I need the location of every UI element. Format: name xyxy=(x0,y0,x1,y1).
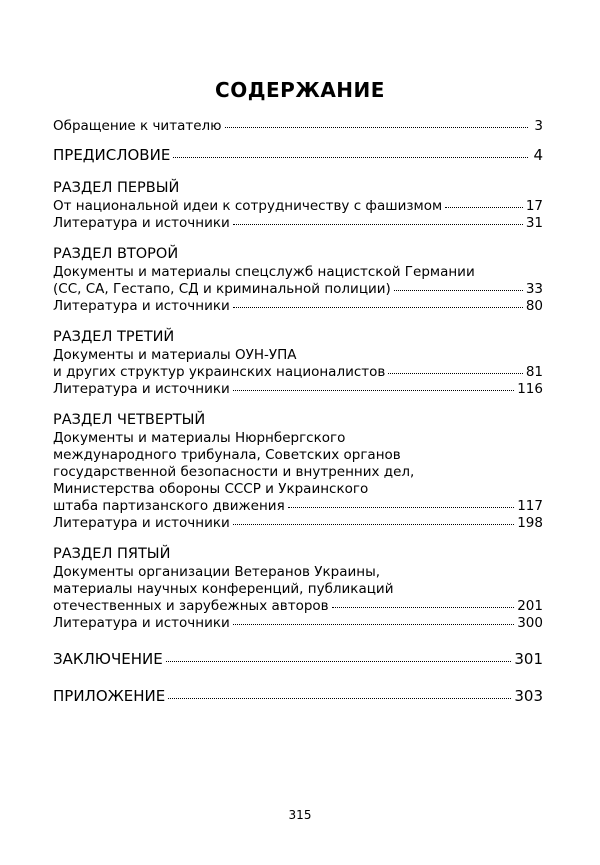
toc-entry-page: 301 xyxy=(514,650,543,668)
toc-entry-title: (СС, СА, Гестапо, СД и криминальной полиции) xyxy=(53,281,391,297)
toc-entry-line: Документы и материалы ОУН-УПА xyxy=(53,347,297,363)
section-heading: РАЗДЕЛ ВТОРОЙ xyxy=(53,246,179,262)
toc-entry-line: международного трибунала, Советских органов xyxy=(53,447,401,463)
toc-entry-preface[interactable] xyxy=(53,145,543,165)
toc-entry-title: Литература и источники xyxy=(53,615,230,631)
toc-entry-literature[interactable] xyxy=(53,515,543,532)
toc-entry-line: Документы и материалы Нюрнбергского xyxy=(53,430,346,446)
toc-entry-title: штаба партизанского движения xyxy=(53,498,285,514)
toc-entry[interactable] xyxy=(53,364,543,381)
dot-leader xyxy=(233,306,523,308)
toc-entry-page: 303 xyxy=(514,687,543,705)
toc-entry-line: Министерства обороны СССР и Украинского xyxy=(53,481,369,497)
section-heading: РАЗДЕЛ ЧЕТВЕРТЫЙ xyxy=(53,412,206,428)
toc-entry-title: ПРЕДИСЛОВИЕ xyxy=(53,146,171,164)
toc-entry-page: 31 xyxy=(525,215,543,231)
toc-entry-line: Документы и материалы спецслужб нацистской Германии xyxy=(53,264,475,280)
toc-entry-page: 300 xyxy=(517,615,543,631)
toc-entry-literature[interactable] xyxy=(53,298,543,315)
dot-leader xyxy=(394,289,523,291)
page-number: 315 xyxy=(288,808,312,822)
section-heading: РАЗДЕЛ ПЯТЫЙ xyxy=(53,546,171,562)
toc-entry-title: Обращение к читателю xyxy=(53,118,222,134)
dot-leader xyxy=(332,606,515,608)
toc-entry-page: 201 xyxy=(517,598,543,614)
toc-entry-title: Литература и источники xyxy=(53,515,230,531)
toc-entry[interactable] xyxy=(53,598,543,615)
dot-leader xyxy=(233,523,514,525)
toc-entry-conclusion[interactable] xyxy=(53,649,543,669)
toc-entry[interactable] xyxy=(53,198,543,215)
dot-leader xyxy=(388,372,522,374)
toc-entry-title: ПРИЛОЖЕНИЕ xyxy=(53,687,166,705)
dot-leader xyxy=(233,623,514,625)
toc-entry-page: 4 xyxy=(533,146,543,164)
dot-leader xyxy=(445,206,523,208)
toc-entry-literature[interactable] xyxy=(53,381,543,398)
toc-entry-title: и других структур украинских националистов xyxy=(53,364,386,380)
toc-entry-page: 81 xyxy=(525,364,543,380)
toc-entry-title: ЗАКЛЮЧЕНИЕ xyxy=(53,650,163,668)
dot-leader xyxy=(225,126,528,128)
toc-entry-title: Литература и источники xyxy=(53,298,230,314)
toc-entry-title: Литература и источники xyxy=(53,381,230,397)
toc-entry-line: государственной безопасности и внутренних дел, xyxy=(53,464,415,480)
toc-entry-title: Литература и источники xyxy=(53,215,230,231)
dot-leader xyxy=(168,697,511,699)
toc-entry-page: 3 xyxy=(534,118,543,134)
toc-entry-page: 17 xyxy=(525,198,543,214)
toc-entry-literature[interactable] xyxy=(53,215,543,232)
toc-entry-page: 80 xyxy=(525,298,543,314)
dot-leader xyxy=(166,660,512,662)
toc-entry-title: отечественных и зарубежных авторов xyxy=(53,598,329,614)
dot-leader xyxy=(173,156,528,158)
toc-entry-page: 116 xyxy=(517,381,543,397)
section-heading: РАЗДЕЛ ТРЕТИЙ xyxy=(53,329,175,345)
toc-entry-literature[interactable] xyxy=(53,615,543,632)
toc-entry-page: 117 xyxy=(517,498,543,514)
dot-leader xyxy=(288,506,515,508)
toc-entry[interactable] xyxy=(53,498,543,515)
section-heading: РАЗДЕЛ ПЕРВЫЙ xyxy=(53,180,180,196)
toc-entry-appendix[interactable] xyxy=(53,686,543,706)
toc-entry-title: От национальной идеи к сотрудничеству с фашизмом xyxy=(53,198,443,214)
dot-leader xyxy=(233,389,514,391)
table-of-contents xyxy=(53,118,543,706)
page-title: СОДЕРЖАНИЕ xyxy=(215,78,385,102)
toc-entry[interactable] xyxy=(53,281,543,298)
dot-leader xyxy=(233,223,523,225)
toc-entry-line: материалы научных конференций, публикаций xyxy=(53,581,394,597)
toc-entry-page: 33 xyxy=(525,281,543,297)
toc-entry-page: 198 xyxy=(517,515,543,531)
toc-entry-line: Документы организации Ветеранов Украины, xyxy=(53,564,381,580)
toc-entry-address[interactable] xyxy=(53,118,543,135)
